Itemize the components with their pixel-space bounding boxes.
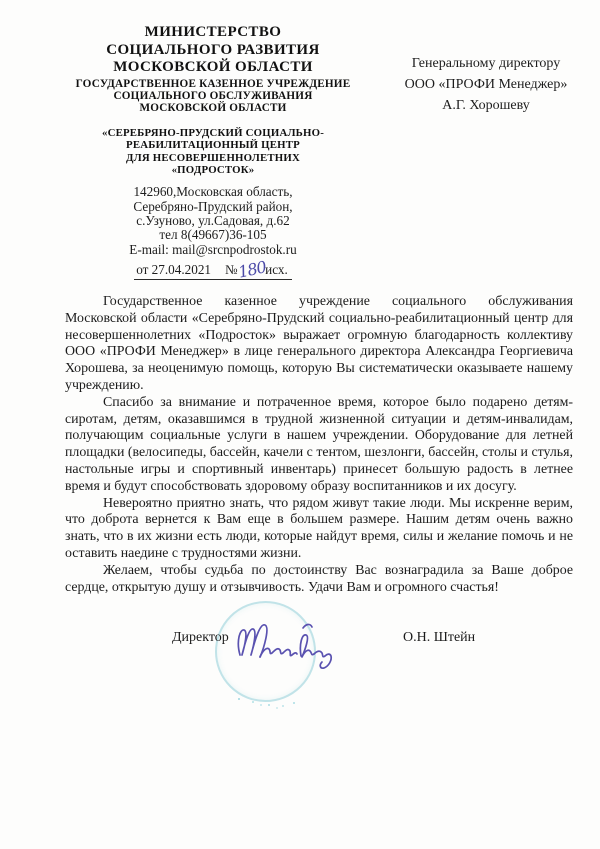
center-name-line: ДЛЯ НЕСОВЕРШЕННОЛЕТНИХ bbox=[126, 151, 300, 164]
outgoing-suffix: исх. bbox=[265, 261, 288, 277]
ministry-name-line: МИНИСТЕРСТВО bbox=[144, 24, 282, 40]
email-line: E-mail: mail@srcnpodrostok.ru bbox=[129, 241, 297, 257]
letterhead bbox=[38, 24, 388, 280]
signature-name: О.Н. Штейн bbox=[403, 630, 476, 645]
recipient-line: Генеральному директору bbox=[411, 56, 561, 71]
ministry-name-line: МОСКОВСКОЙ ОБЛАСТИ bbox=[113, 59, 313, 76]
phone-line: тел 8(49667)36-105 bbox=[159, 227, 267, 243]
signature-row bbox=[0, 628, 600, 688]
address-line: 142960,Московская область, bbox=[133, 184, 293, 200]
institution-name bbox=[38, 78, 388, 114]
ministry-name-line: СОЦИАЛЬНОГО РАЗВИТИЯ bbox=[106, 41, 320, 58]
body-paragraph: Спасибо за внимание и потраченное время, которое было подарено детям-сиротам, детям, оказавшимся в трудной жизненной ситуации и детям-инвалидам, получающим социальные услуги в нашем учреждении. Оборудование для летней площадки (велосипеды, бассейн, качели с тентом, шезлонги, бассейн, столы и стулья, настольные игры и спортивный инвентарь) принесет большую радость в летнее время и будут способствовать здоровому образу воспитанников и их досугу. bbox=[65, 394, 573, 494]
body-paragraph: Государственное казенное учреждение социального обслуживания Московской области «Серебряно-Прудский социально-реабилитационный центр для несовершеннолетних «Подросток» выражает огромную благодарность коллективу ООО «ПРОФИ Менеджер» в лице генерального директора Александра Георгиевича Хорошева, за неоценимую помощь, которую Вы систематически оказываете нашему учреждению. bbox=[65, 294, 573, 393]
recipient-line: ООО «ПРОФИ Менеджер» bbox=[404, 77, 568, 92]
body-paragraph: Желаем, чтобы судьба по достоинству Вас вознаградила за Ваше доброе сердце, открытую душу и отзывчивость. Удачи Вам и огромного счастья! bbox=[65, 562, 573, 595]
outgoing-date: от 27.04.2021 bbox=[136, 261, 212, 277]
body-paragraph: Невероятно приятно знать, что рядом живут такие люди. Мы искренне верим, что доброта вернется к Вам еще в большем размере. Нашим детям очень важно знать, что в их жизни есть люди, которые найдут время, силы и желание помочь и не оставить наедине с трудностями жизни. bbox=[65, 495, 573, 561]
signature-ink bbox=[226, 613, 344, 675]
institution-name-line: ГОСУДАРСТВЕННОЕ КАЗЕННОЕ УЧРЕЖДЕНИЕ bbox=[75, 77, 351, 90]
institution-name-line: МОСКОВСКОЙ ОБЛАСТИ bbox=[139, 101, 287, 114]
center-name-line: РЕАБИЛИТАЦИОННЫЙ ЦЕНТР bbox=[126, 139, 300, 152]
address-line: с.Узуново, ул.Садовая, д.62 bbox=[136, 213, 290, 228]
center-name bbox=[38, 127, 388, 177]
institution-name-line: СОЦИАЛЬНОГО ОБСЛУЖИВАНИЯ bbox=[113, 89, 313, 102]
recipient-line: А.Г. Хорошеву bbox=[442, 98, 530, 113]
address-line: Серебряно-Прудский район, bbox=[133, 198, 293, 214]
center-name-line: «ПОДРОСТОК» bbox=[171, 164, 255, 176]
outgoing-number-line bbox=[38, 259, 388, 280]
recipient-block bbox=[380, 53, 592, 116]
address-block bbox=[38, 185, 388, 256]
center-name-line: «СЕРЕБРЯНО-ПРУДСКИЙ СОЦИАЛЬНО- bbox=[101, 126, 325, 139]
number-sign: № bbox=[225, 261, 238, 277]
handwritten-outgoing-number: 180 bbox=[236, 257, 268, 282]
stamp-ink-speckles bbox=[238, 698, 240, 700]
signature-title: Директор bbox=[172, 630, 229, 645]
letter-body bbox=[65, 294, 573, 596]
